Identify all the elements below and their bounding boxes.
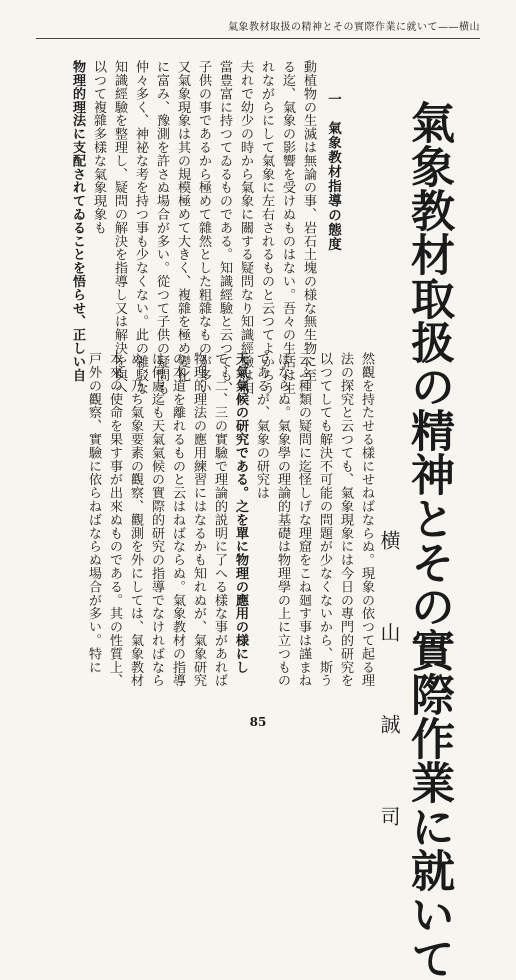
running-head: 氣象教材取扱の精神とその實際作業に就いて——横山	[36, 18, 480, 39]
text-line: る迄、氣象の影響を受けぬものはない。吾々の生活は生	[280, 60, 295, 395]
text-line: れながらにして氣象に左右されるものと云つてよからう	[259, 60, 274, 395]
text-line: 仲々多く、神祕な考を持つ事も少なくない。此の雜駁な	[133, 60, 148, 395]
text-line: 物理的理法の應用練習にはなるかも知れぬが、氣象研究	[191, 352, 206, 687]
text-line: 然觀を持たせる樣にせねばならぬ。現象の依つて起る理	[359, 352, 374, 687]
text-line: て、二、三の實驗で理論的説明に了へる樣な事があれば	[212, 352, 227, 687]
text-line: 云ふ種類の疑問に迄怪しげな理窟をこね廻す事は謹まね	[296, 352, 311, 687]
text-line: 以つてしても解決不可能の問題が少なくないから、斯う	[317, 352, 332, 687]
text-line: 物理的理法に支配されてゐることを悟らせ、正しい自	[70, 60, 85, 382]
text-line: は何處迄も天氣氣候の實際的研究の指導でなければなら	[149, 352, 164, 687]
text-line: 戸外の觀察、實驗に依らねばならぬ場合が多い。特に	[86, 352, 101, 674]
section-heading: 一 氣象教材指導の態度	[325, 92, 341, 252]
text-line: 天氣氣候の研究である。之を單に物理の應用の様にし	[233, 352, 248, 674]
text-line: 知識經驗を整理し、疑問の解決を指導し又は解決を與へ	[112, 60, 127, 395]
text-line: ぬ。乃ち氣象要素の觀察、觀測を外にしては、氣象教材	[128, 352, 143, 687]
text-line: 本來の使命を果す事が出來ぬものである。其の性質上、	[107, 352, 122, 687]
text-line: ばならぬ。氣象學の理論的基礎は物理學の上に立つもの	[275, 352, 290, 687]
text-line: 動植物の生滅は無論の事、岩石土塊の様な無生物に至	[301, 60, 316, 382]
text-line: の本道を離れるものと云はねばならぬ。氣象教材の指導	[170, 352, 185, 687]
text-line: に富み、豫測を許さぬ場合が多い。從つて子供の疑問も	[154, 60, 169, 395]
author-name: 横 山 誠 司	[377, 530, 401, 850]
page-number: 85	[249, 715, 267, 729]
text-line: 法の探究と云つても、氣象現象には今日の專門的研究を	[338, 352, 353, 687]
article-title: 氣象教材取扱の精神とその實際作業に就いて	[403, 100, 454, 980]
text-line: であるが、氣象の研究は	[254, 352, 269, 500]
text-line: 子供の事であるから極めて雜然とした粗雜なものが多い	[196, 60, 211, 395]
text-line: 以つて複雜多樣な氣象現象も	[91, 60, 106, 235]
text-line: 又氣象現象は其の規模極めて大きく、複雜を極め變化	[175, 60, 190, 382]
text-line: 當豊富に持つてゐるものである。知識經驗と云つても、	[217, 60, 232, 395]
text-line: 夫れで幼少の時から氣象に關する疑問なり知識經驗は相	[238, 60, 253, 395]
